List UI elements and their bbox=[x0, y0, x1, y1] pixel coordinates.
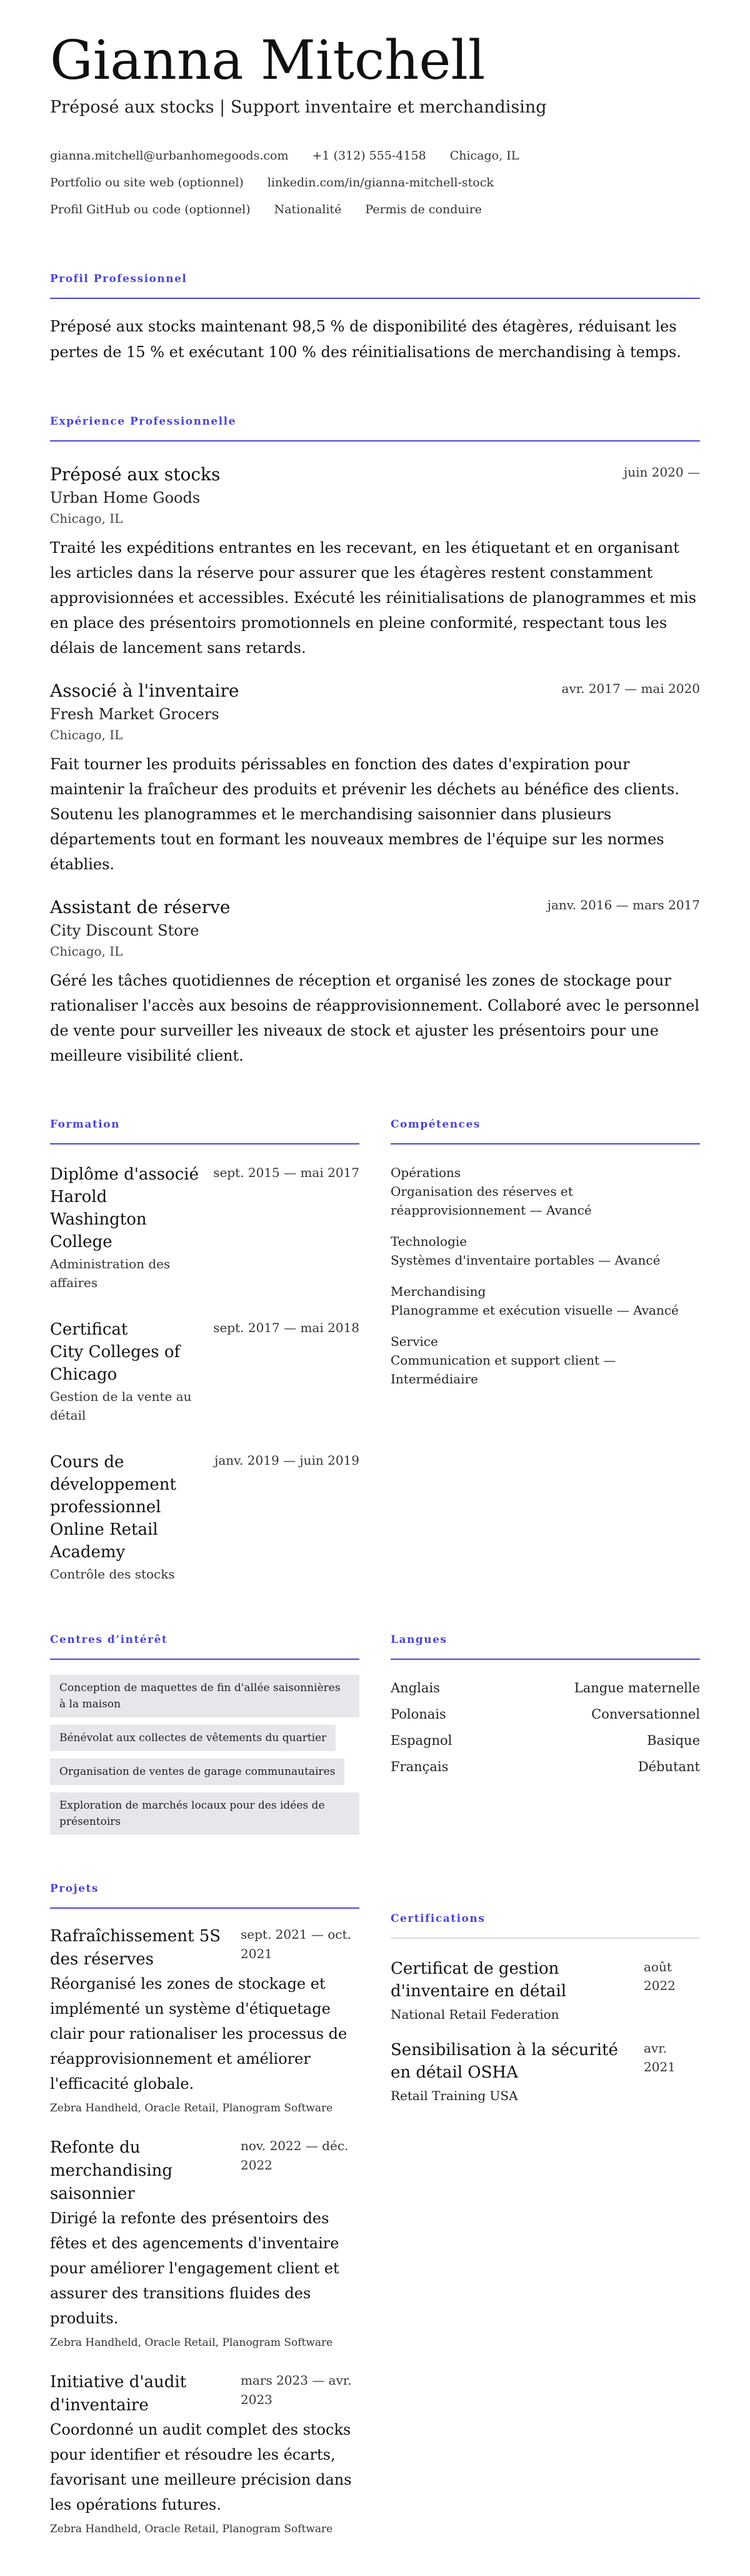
nationality: Nationalité bbox=[274, 202, 342, 216]
github-link[interactable]: Profil GitHub ou code (optionnel) bbox=[50, 202, 251, 216]
education-entry bbox=[50, 1163, 359, 1292]
job-entry bbox=[50, 679, 700, 877]
skill-group bbox=[391, 1332, 700, 1388]
candidate-name: Gianna Mitchell bbox=[50, 29, 486, 92]
job-dates: avr. 2017 — mai 2020 bbox=[561, 681, 700, 697]
interest-tag: Organisation de ventes de garage communautaires bbox=[50, 1759, 344, 1785]
job-title: Préposé aux stocks bbox=[50, 464, 221, 485]
education-details bbox=[50, 1163, 206, 1292]
project-header bbox=[50, 2136, 359, 2206]
skill-category: Service bbox=[391, 1334, 438, 1350]
skills-section bbox=[391, 1118, 700, 1583]
degree: Cours de développement professionnel bbox=[50, 1453, 176, 1517]
section-heading: Profil Professionnel bbox=[50, 273, 700, 299]
job-location: Chicago, IL bbox=[50, 727, 123, 743]
certification-title: Certificat de gestion d'inventaire en détail bbox=[391, 1959, 567, 2001]
language-row bbox=[391, 1727, 700, 1754]
language-row bbox=[391, 1701, 700, 1727]
job-header bbox=[50, 679, 700, 703]
two-column-row bbox=[50, 1118, 700, 1583]
project-technologies: Zebra Handheld, Oracle Retail, Planogram Software bbox=[50, 2102, 333, 2115]
language-level: Basique bbox=[647, 1733, 700, 1749]
project-technologies: Zebra Handheld, Oracle Retail, Planogram Software bbox=[50, 2523, 333, 2536]
language-level: Langue maternelle bbox=[574, 1680, 700, 1696]
phone-number: +1 (312) 555-4158 bbox=[312, 148, 426, 163]
language-name: Français bbox=[391, 1759, 449, 1775]
job-header bbox=[50, 463, 700, 487]
skill-category: Technologie bbox=[391, 1234, 468, 1250]
contact-row bbox=[50, 196, 700, 223]
project-title: Rafraîchissement 5S des réserves bbox=[50, 1927, 221, 1969]
project-dates: sept. 2021 — oct. 2021 bbox=[241, 1927, 351, 1962]
education-dates: janv. 2019 — juin 2019 bbox=[214, 1453, 359, 1468]
skill-detail: Systèmes d'inventaire portables — Avancé bbox=[391, 1253, 661, 1268]
language-name: Espagnol bbox=[391, 1733, 452, 1749]
project-description: Dirigé la refonte des présentoirs des fêtes et des agencements d'inventaire pour améliorer l'engagement client et assurer des transitions fluides des produits. bbox=[50, 2210, 339, 2328]
contact-row bbox=[50, 169, 700, 196]
section-heading: Compétences bbox=[391, 1118, 700, 1144]
project-title: Refonte du merchandising saisonnier bbox=[50, 2138, 173, 2204]
company-name: Urban Home Goods bbox=[50, 489, 201, 507]
field-of-study: Administration des affaires bbox=[50, 1256, 171, 1291]
project-entry bbox=[50, 1925, 359, 2118]
job-title: Assistant de réserve bbox=[50, 897, 231, 918]
profile-section bbox=[50, 273, 700, 365]
project-header bbox=[50, 2371, 359, 2417]
job-entry bbox=[50, 896, 700, 1068]
interests-section bbox=[50, 1634, 359, 1842]
job-description: Traité les expéditions entrantes en les recevant, en les étiquetant et en organisant les articles dans la réserve pour assurer que les étagères restent constamment approvisionnées et accessibles. Exécuté les réinitialisations de planogrammes et mis en place des présentoirs promotionnels en pleine conformité, respectant tous les délais de lancement sans retards. bbox=[50, 539, 697, 657]
project-dates: mars 2023 — avr. 2023 bbox=[241, 2373, 352, 2408]
school-name: Harold Washington College bbox=[50, 1188, 147, 1252]
portfolio-link[interactable]: Portfolio ou site web (optionnel) bbox=[50, 175, 244, 189]
section-heading: Formation bbox=[50, 1118, 359, 1144]
profile-summary: Préposé aux stocks maintenant 98,5 % de disponibilité des étagères, réduisant les pertes de 15 % et exécutant 100 % des réinitialisations de merchandising à temps. bbox=[50, 318, 681, 361]
project-description: Réorganisé les zones de stockage et implémenté un système d'étiquetage clair pour rationaliser les processus de réapprovisionnement et améliorer l'efficacité globale. bbox=[50, 1975, 348, 2093]
certification-details bbox=[391, 1957, 640, 2024]
language-name: Anglais bbox=[391, 1680, 440, 1696]
project-description: Coordonné un audit complet des stocks pour identifier et résoudre les écarts, favorisant une meilleure précision dans les opérations futures. bbox=[50, 2421, 352, 2514]
contact-info bbox=[50, 142, 700, 223]
company-name: City Discount Store bbox=[50, 922, 199, 940]
section-heading: Certifications bbox=[391, 1912, 700, 1939]
location: Chicago, IL bbox=[449, 148, 519, 163]
resume-header bbox=[50, 29, 700, 223]
project-title: Initiative d'audit d'inventaire bbox=[50, 2373, 187, 2415]
linkedin-link[interactable]: linkedin.com/in/gianna-mitchell-stock bbox=[267, 175, 494, 189]
job-description: Fait tourner les produits périssables en fonction des dates d'expiration pour maintenir la fraîcheur des produits et prévenir les déchets au bénéfice des clients. Soutenu les planogrammes et le merchandising saisonnier dans plusieurs départements tout en formant les nouveaux membres de l'équipe sur les normes établies. bbox=[50, 755, 679, 874]
projects-section bbox=[50, 1882, 359, 2538]
job-title: Associé à l'inventaire bbox=[50, 680, 239, 702]
interest-tag: Exploration de marchés locaux pour des idées de présentoirs bbox=[50, 1792, 359, 1835]
certification-entry bbox=[391, 1957, 700, 2024]
education-dates: sept. 2015 — mai 2017 bbox=[213, 1165, 359, 1181]
language-row bbox=[391, 1754, 700, 1780]
school-name: City Colleges of Chicago bbox=[50, 1343, 181, 1385]
education-entry bbox=[50, 1451, 359, 1583]
degree: Diplôme d'associé bbox=[50, 1165, 199, 1184]
job-dates: juin 2020 — bbox=[624, 465, 700, 480]
email-link[interactable]: gianna.mitchell@urbanhomegoods.com bbox=[50, 148, 289, 163]
two-column-row bbox=[50, 1634, 700, 1842]
certification-title: Sensibilisation à la sécurité en détail OSHA bbox=[391, 2041, 618, 2083]
job-location: Chicago, IL bbox=[50, 511, 123, 527]
certifications-section bbox=[391, 1882, 700, 2538]
certification-entry bbox=[391, 2039, 700, 2105]
job-dates: janv. 2016 — mars 2017 bbox=[547, 897, 700, 913]
job-header bbox=[50, 896, 700, 919]
education-details bbox=[50, 1451, 206, 1583]
company-name: Fresh Market Grocers bbox=[50, 705, 219, 724]
two-column-row bbox=[50, 1882, 700, 2538]
interest-tag: Bénévolat aux collectes de vêtements du quartier bbox=[50, 1725, 336, 1751]
interest-tag: Conception de maquettes de fin d'allée saisonnières à la maison bbox=[50, 1675, 359, 1717]
skill-category: Merchandising bbox=[391, 1284, 486, 1300]
field-of-study: Contrôle des stocks bbox=[50, 1567, 175, 1582]
education-dates: sept. 2017 — mai 2018 bbox=[213, 1320, 359, 1336]
skill-detail: Organisation des réserves et réapprovisionnement — Avancé bbox=[391, 1184, 592, 1218]
language-level: Débutant bbox=[638, 1759, 700, 1775]
skill-group bbox=[391, 1232, 700, 1270]
skill-group bbox=[391, 1163, 700, 1220]
language-level: Conversationnel bbox=[591, 1707, 700, 1722]
job-location: Chicago, IL bbox=[50, 944, 123, 959]
project-entry bbox=[50, 2371, 359, 2538]
skill-detail: Planogramme et exécution visuelle — Avancé bbox=[391, 1303, 679, 1318]
drivers-license: Permis de conduire bbox=[365, 202, 482, 216]
field-of-study: Gestion de la vente au détail bbox=[50, 1389, 192, 1423]
section-heading: Projets bbox=[50, 1882, 359, 1909]
certification-date: avr. 2021 bbox=[644, 2041, 676, 2075]
experience-section bbox=[50, 415, 700, 1068]
skill-category: Opérations bbox=[391, 1165, 461, 1181]
section-heading: Langues bbox=[391, 1634, 700, 1660]
section-heading: Expérience Professionnelle bbox=[50, 415, 700, 442]
section-heading: Centres d’intérêt bbox=[50, 1634, 359, 1660]
certification-details bbox=[391, 2039, 640, 2105]
job-entry bbox=[50, 463, 700, 660]
contact-row bbox=[50, 142, 700, 169]
project-dates: nov. 2022 — déc. 2022 bbox=[241, 2138, 349, 2173]
education-entry bbox=[50, 1318, 359, 1425]
degree: Certificat bbox=[50, 1320, 128, 1340]
certification-issuer: Retail Training USA bbox=[391, 2088, 518, 2104]
project-header bbox=[50, 1925, 359, 1971]
education-details bbox=[50, 1318, 206, 1425]
language-row bbox=[391, 1675, 700, 1701]
skill-group bbox=[391, 1282, 700, 1320]
certification-issuer: National Retail Federation bbox=[391, 2007, 559, 2023]
language-name: Polonais bbox=[391, 1707, 446, 1722]
job-description: Géré les tâches quotidiennes de réception et organisé les zones de stockage pour rationaliser l'accès aux besoins de réapprovisionnement. Collaboré avec le personnel de vente pour surveiller les niveaux de stock et ajuster les présentoirs pour une meilleure visibilité client. bbox=[50, 972, 700, 1065]
education-section bbox=[50, 1118, 359, 1583]
project-entry bbox=[50, 2136, 359, 2352]
school-name: Online Retail Academy bbox=[50, 1520, 158, 1562]
languages-section bbox=[391, 1634, 700, 1842]
candidate-headline: Préposé aux stocks | Support inventaire et merchandising bbox=[50, 98, 547, 118]
project-technologies: Zebra Handheld, Oracle Retail, Planogram Software bbox=[50, 2336, 333, 2350]
certification-date: août 2022 bbox=[644, 1959, 676, 1994]
skill-detail: Communication et support client — Intermédiaire bbox=[391, 1353, 616, 1387]
